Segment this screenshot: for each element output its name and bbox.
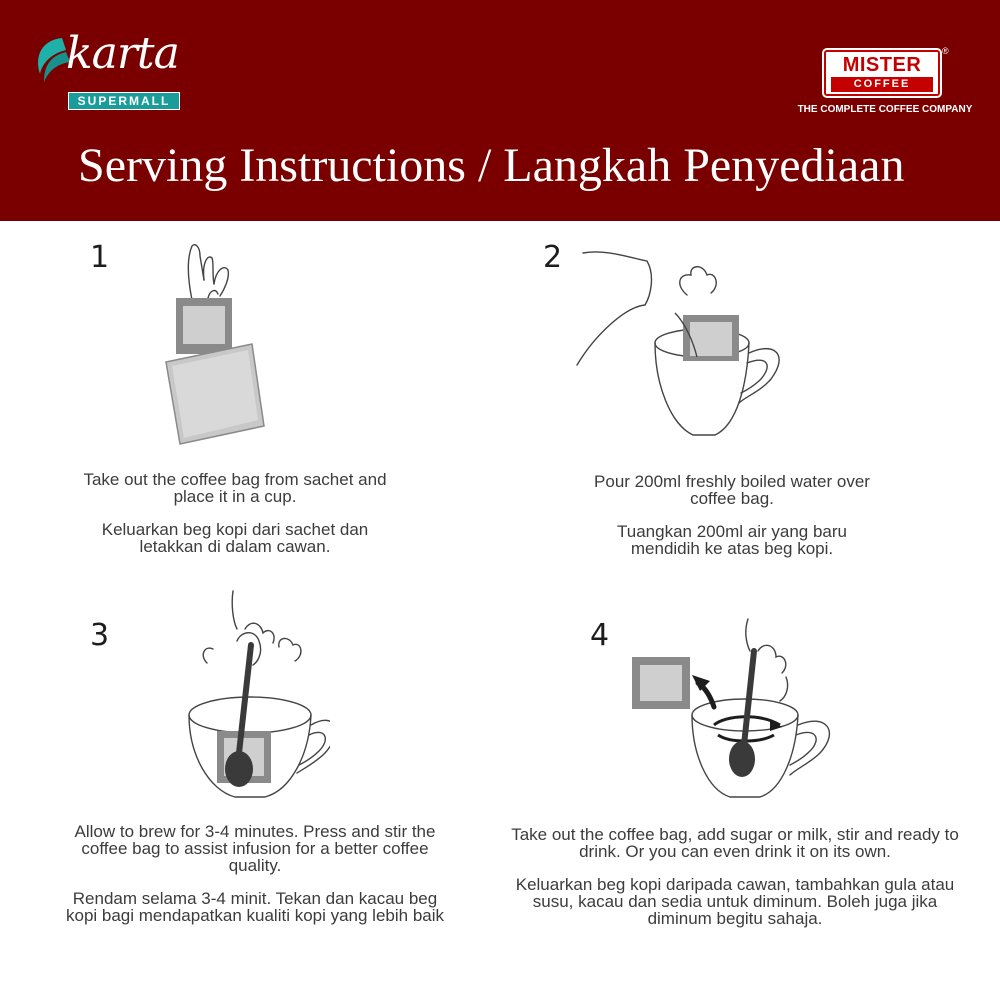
step-3-caption [55,823,455,940]
finished-cup-illustration [630,615,835,805]
karta-supermall-logo [32,30,192,115]
registered-mark: ® [942,46,949,56]
step-2-number: 2 [543,240,563,275]
step-3-english: Allow to brew for 3-4 minutes. Press and stir the coffee bag to assist infusion for a better coffee quality. [74,822,436,875]
step-4-caption [510,826,960,943]
step-2-caption [587,473,877,573]
page-title: Serving Instructions / Langkah Penyediaan [78,139,905,192]
step-1-number: 1 [90,240,110,275]
step-3-number: 3 [90,618,110,653]
mister-wordmark: MISTER [842,54,922,76]
mister-tagline: THE COMPLETE COFFEE COMPANY [797,104,973,115]
sachet-illustration [150,240,280,450]
mister-coffee-logo [790,46,980,120]
step-1-english: Take out the coffee bag from sachet and place it in a cup. [83,470,387,506]
step-1-caption [70,471,400,571]
step-2-malay: Tuangkan 200ml air yang baru mendidih ke atas beg kopi. [617,522,847,558]
step-4-malay: Keluarkan beg kopi daripada cawan, tambahkan gula atau susu, kacau dan sedia untuk diminum. Boleh juga jika diminum begitu sahaja. [515,875,955,928]
step-2-english: Pour 200ml freshly boiled water over coffee bag. [594,472,870,508]
pouring-cup-illustration [575,245,785,445]
header-banner [0,0,1000,221]
karta-wordmark: karta [66,28,179,79]
stirring-cup-illustration [185,585,330,805]
step-4-english: Take out the coffee bag, add sugar or milk, stir and ready to drink. Or you can even drink it on its own. [511,825,959,861]
karta-sub-label: SUPERMALL [68,92,180,110]
step-4-number: 4 [590,618,610,653]
coffee-bar: COFFEE [831,77,933,92]
mister-coffee-badge [824,50,940,96]
step-3-malay: Rendam selama 3-4 minit. Tekan dan kacau beg kopi bagi mendapatkan kualiti kopi yang lebih baik [65,889,445,925]
step-1-malay: Keluarkan beg kopi dari sachet dan letakkan di dalam cawan. [101,520,369,556]
